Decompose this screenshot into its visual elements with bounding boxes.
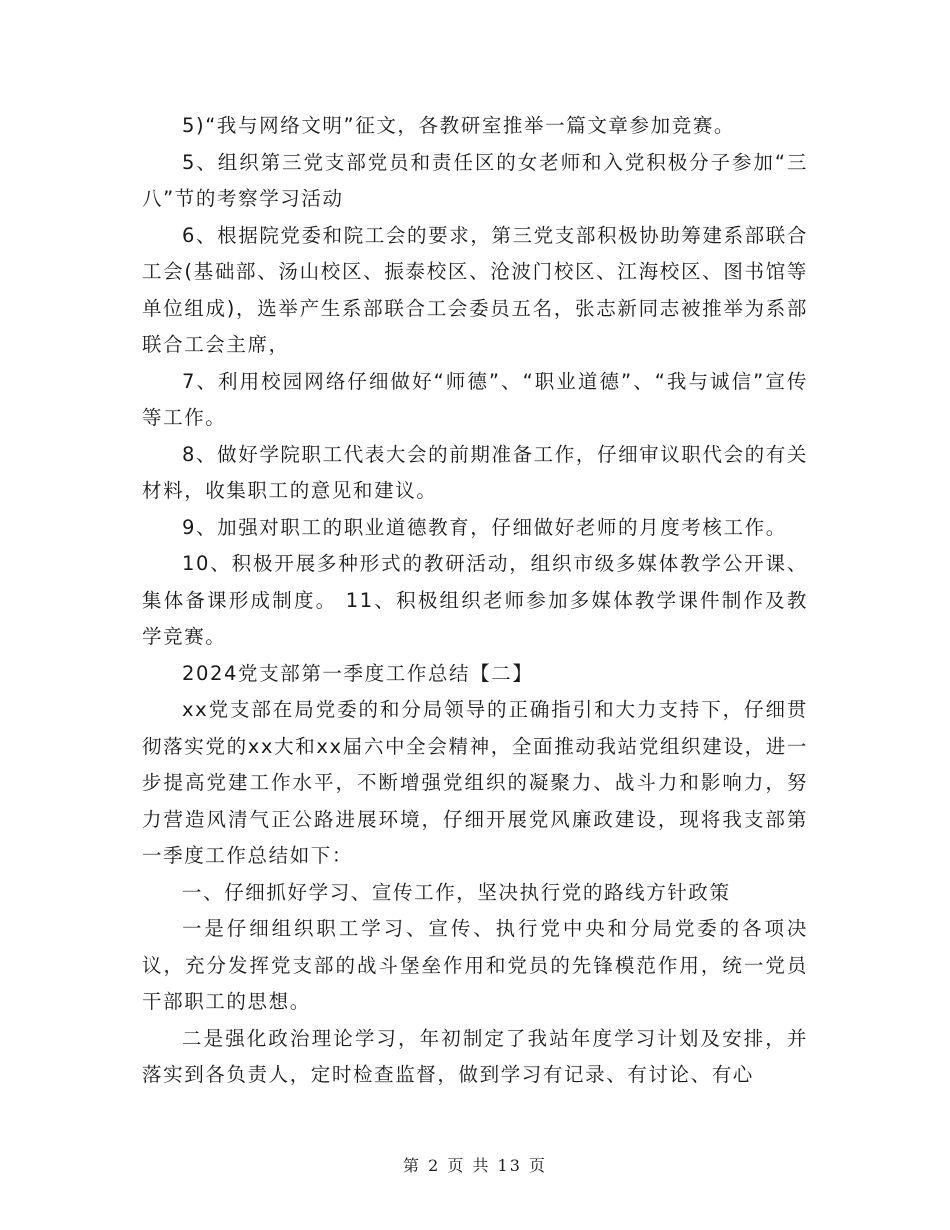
document-body xyxy=(142,108,808,1094)
paragraph-8-staff-congress: 8、做好学院职工代表大会的前期准备工作，仔细审议职代会的有关材料，收集职工的意见和建议。 xyxy=(142,442,808,502)
paragraph-7-campus-network: 7、利用校园网络仔细做好“师德”、“职业道德”、“我与诚信”宣传等工作。 xyxy=(142,369,808,429)
paragraph-5-essay: 5)“我与网络文明”征文，各教研室推举一篇文章参加竞赛。 xyxy=(182,114,736,137)
section-heading: 2024党支部第一季度工作总结【二】 xyxy=(182,661,534,685)
page-number-footer: 第 2 页 共 13 页 xyxy=(403,1156,547,1175)
paragraph-second-point: 二是强化政治理论学习，年初制定了我站年度学习计划及安排，并落实到各负责人，定时检查监督，做到学习有记录、有讨论、有心 xyxy=(142,1026,808,1086)
paragraph-5-womens-day: 5、组织第三党支部党员和责任区的女老师和入党积极分子参加“三八”节的考察学习活动 xyxy=(142,150,808,210)
paragraph-intro: xx党支部在局党委的和分局领导的正确指引和大力支持下，仔细贯彻落实党的xx大和xx届六中全会精神，全面推动我站党组织建设，进一步提高党建工作水平，不断增强党组织的凝聚力、战斗力和影响力，努力营造风清气正公路进展环境，仔细开展党风廉政建设，现将我支部第一季度工作总结如下： xyxy=(142,698,808,867)
paragraph-first-point: 一是仔细组织职工学习、宣传、执行党中央和分局党委的各项决议，充分发挥党支部的战斗堡垒作用和党员的先锋模范作用，统一党员干部职工的思想。 xyxy=(142,917,808,1013)
paragraph-9-ethics: 9、加强对职工的职业道德教育，仔细做好老师的月度考核工作。 xyxy=(182,515,787,539)
paragraph-10-teaching: 10、积极开展多种形式的教研活动，组织市级多媒体教学公开课、集体备课形成制度。 11、积极组织老师参加多媒体教学课件制作及教学竞赛。 xyxy=(142,552,808,648)
subheading-one: 一、仔细抓好学习、宣传工作，坚决执行党的路线方针政策 xyxy=(182,880,731,904)
paragraph-6-union: 6、根据院党委和院工会的要求，第三党支部积极协助筹建系部联合工会(基础部、汤山校区、振泰校区、沧波门校区、江海校区、图书馆等单位组成)，选举产生系部联合工会委员五名，张志新同志被推举为系部联合工会主席， xyxy=(142,223,808,356)
